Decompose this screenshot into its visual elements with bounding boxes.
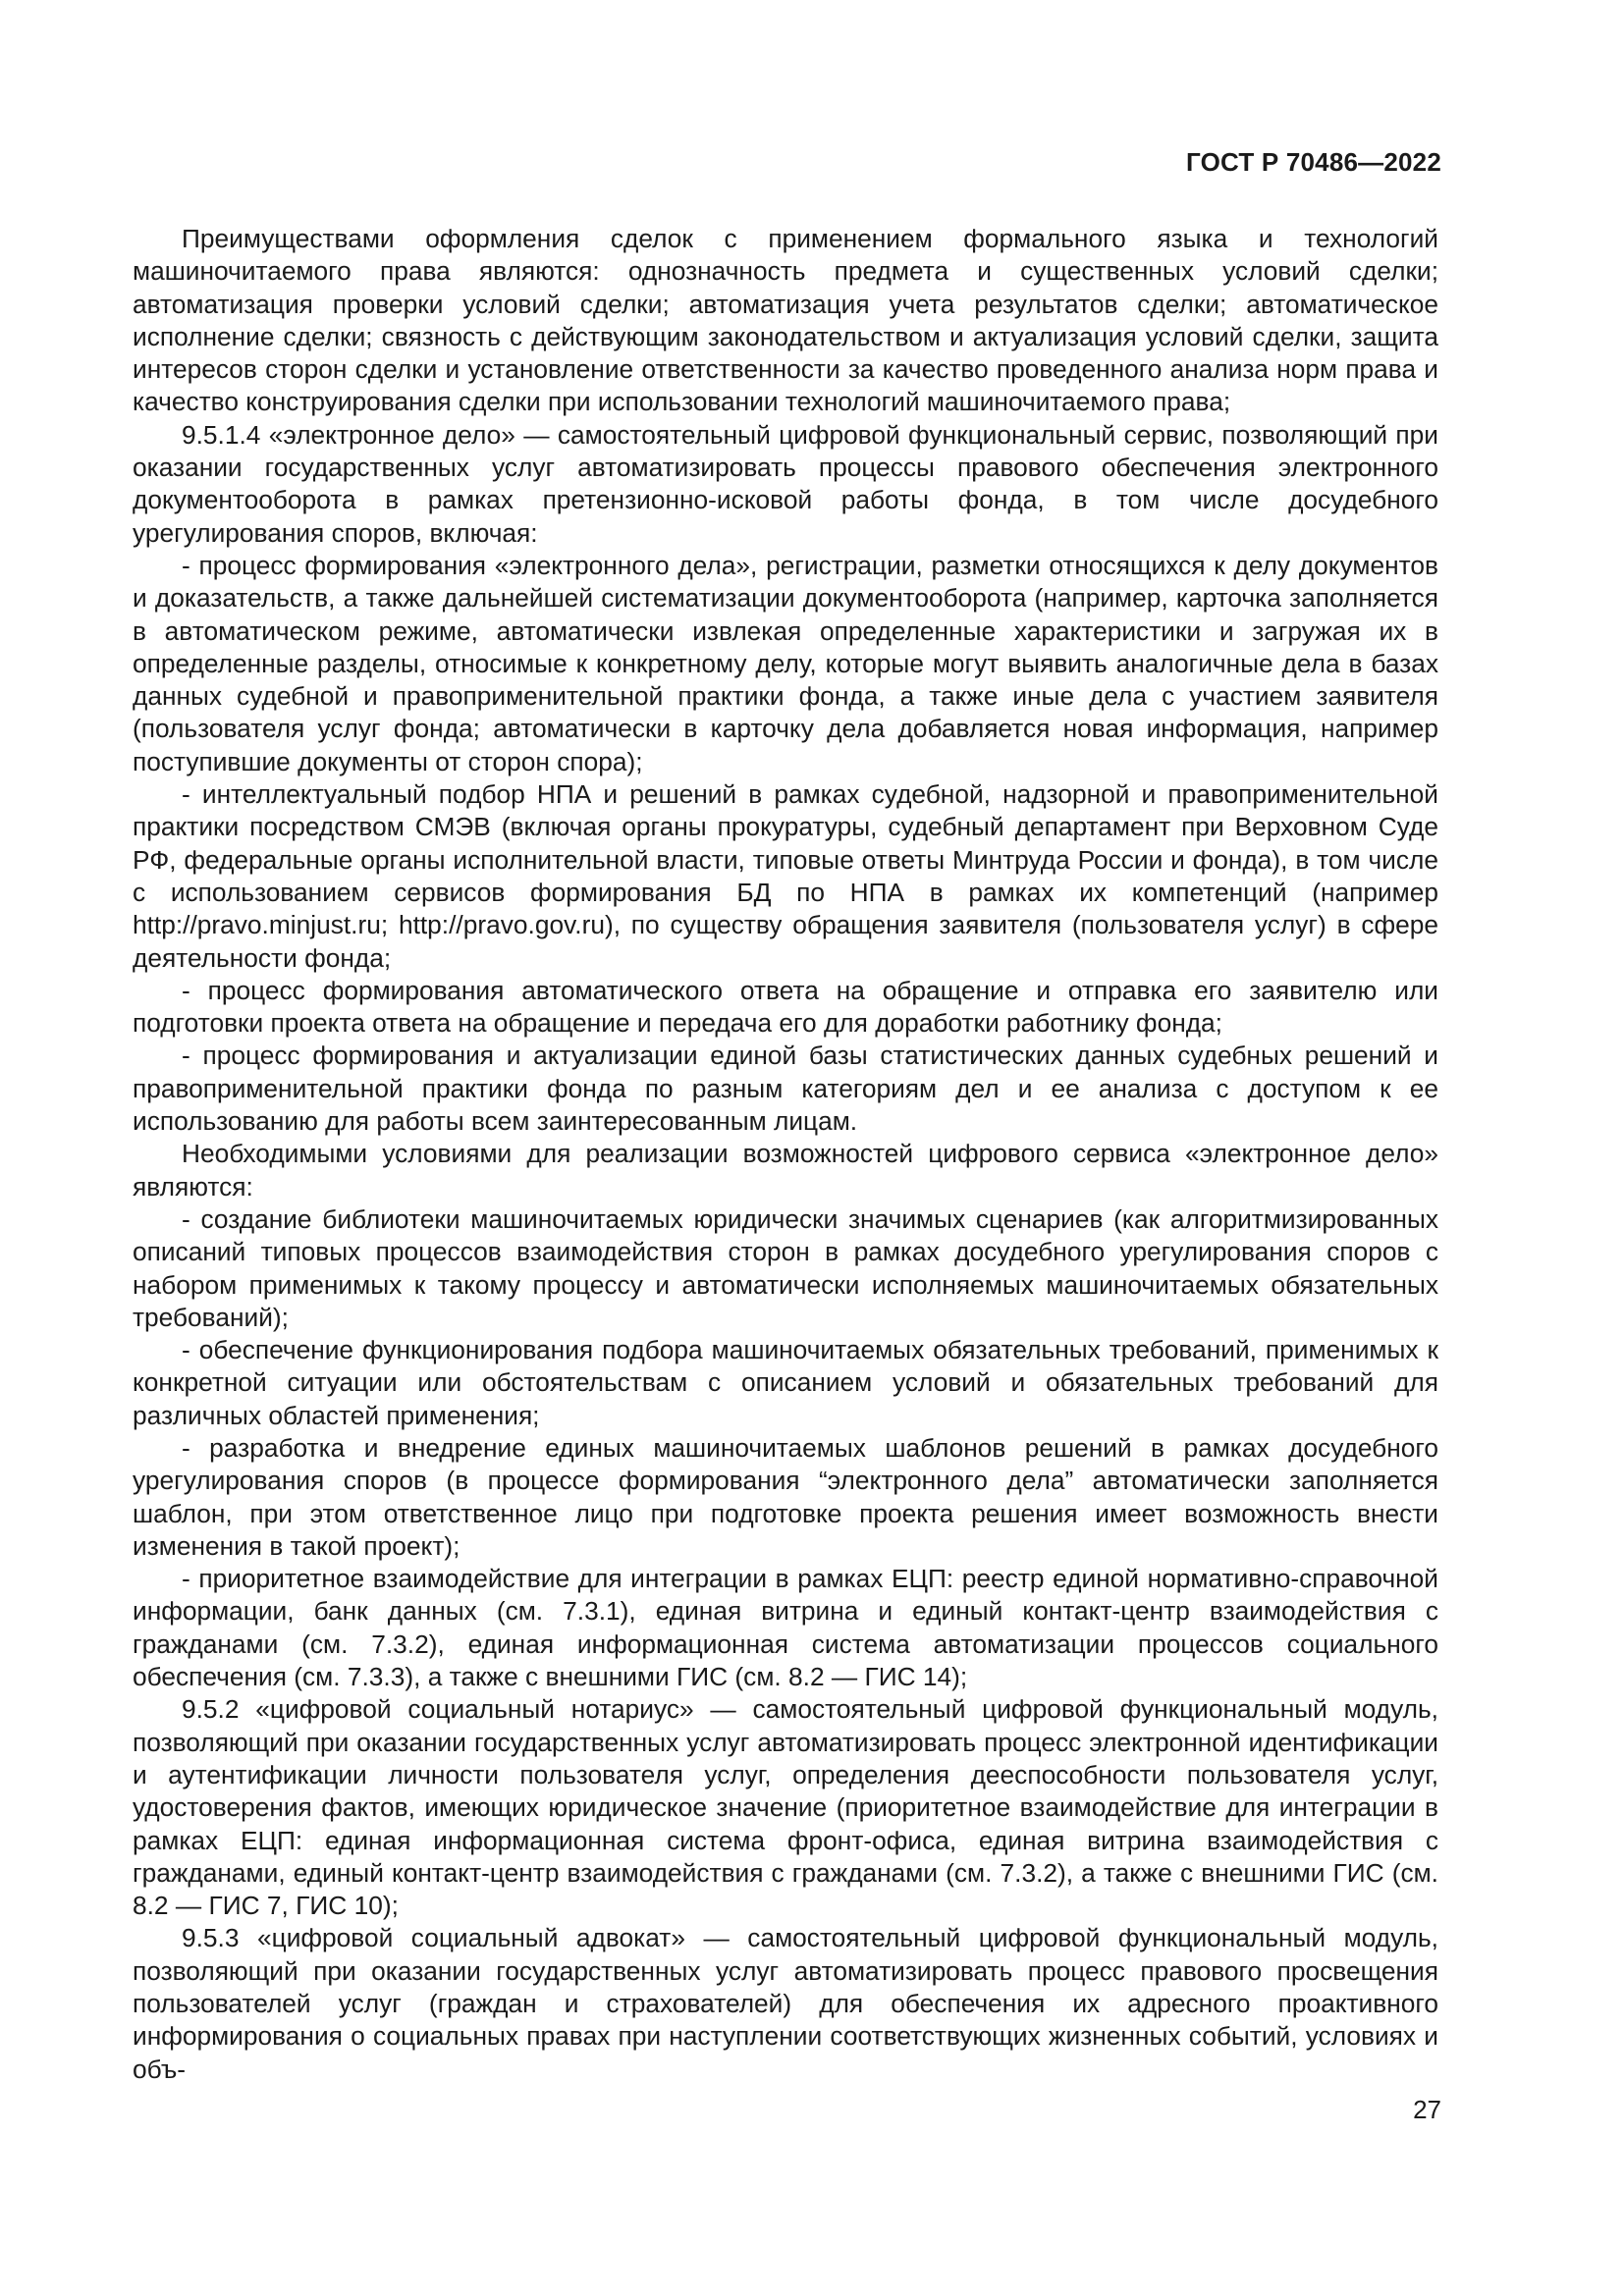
- list-item: - интеллектуальный подбор НПА и решений в рамках судебной, надзорной и правоприменительной практики посредством СМЭВ (включая органы прокуратуры, судебный департамент при Верховном Суде РФ, федеральные органы исполнительной власти, типовые ответы Минтруда России и фонда), в том числе с использованием сервисов формирования БД по НПА в рамках их компетенций (например http://pravo.minjust.ru; http://pravo.gov.ru), по существу обращения заявителя (пользователя услуг) в сфере деятельности фонда;: [133, 779, 1438, 973]
- paragraph: 9.5.1.4 «электронное дело» — самостоятельный цифровой функциональный сервис, позволяющий при оказании государственных услуг автоматизировать процессы правового обеспечения электронного документооборота в рамках претензионно-исковой работы фонда, в том числе досудебного урегулирования споров, включая:: [133, 419, 1438, 548]
- list-item: - обеспечение функционирования подбора машиночитаемых обязательных требований, применимых к конкретной ситуации или обстоятельствам с описанием условий и обязательных требований для различных областей применения;: [133, 1335, 1438, 1430]
- paragraph: 9.5.2 «цифровой социальный нотариус» — самостоятельный цифровой функциональный модуль, позволяющий при оказании государственных услуг автоматизировать процесс электронной идентификации и аутентификации личности пользователя услуг, определения дееспособности пользователя услуг, удостоверения фактов, имеющих юридическое значение (приоритетное взаимодействие для интеграции в рамках ЕЦП: единая информационная система фронт-офиса, единая витрина взаимодействия с гражданами, единый контакт-центр взаимодействия с гражданами (см. 7.3.2), а также с внешними ГИС (см. 8.2 — ГИС 7, ГИС 10);: [133, 1694, 1438, 1921]
- document-body: [133, 223, 1438, 2086]
- list-item: - приоритетное взаимодействие для интеграции в рамках ЕЦП: реестр единой нормативно-справочной информации, банк данных (см. 7.3.1), единая витрина и единый контакт-центр взаимодействия с гражданами (см. 7.3.2), единая информационная система автоматизации процессов социального обеспечения (см. 7.3.3), а также с внешними ГИС (см. 8.2 — ГИС 14);: [133, 1564, 1438, 1692]
- list-item: - процесс формирования и актуализации единой базы статистических данных судебных решений и правоприменительной практики фонда по разным категориям дел и ее анализа с доступом к ее использованию для работы всем заинтересованным лицам.: [133, 1041, 1438, 1137]
- paragraph: 9.5.3 «цифровой социальный адвокат» — самостоятельный цифровой функциональный модуль, позволяющий при оказании государственных услуг автоматизировать процесс правового просвещения пользователей услуг (граждан и страхователей) для обеспечения их адресного проактивного информирования о социальных правах при наступлении соответствующих жизненных событий, условиях и объ-: [133, 1923, 1438, 2084]
- list-item: - разработка и внедрение единых машиночитаемых шаблонов решений в рамках досудебного урегулирования споров (в процессе формирования “электронного дела” автоматически заполняется шаблон, при этом ответственное лицо при подготовке проекта решения имеет возможность внести изменения в такой проект);: [133, 1432, 1438, 1561]
- list-item: - создание библиотеки машиночитаемых юридически значимых сценариев (как алгоритмизированных описаний типовых процессов взаимодействия сторон в рамках досудебного урегулирования споров с набором применимых к такому процессу и автоматически исполняемых машиночитаемых обязательных требований);: [133, 1203, 1438, 1332]
- document-code: ГОСТ Р 70486—2022: [1186, 147, 1441, 177]
- list-item: - процесс формирования «электронного дела», регистрации, разметки относящихся к делу документов и доказательств, а также дальнейшей систематизации документооборота (например, карточка заполняется в автоматическом режиме, автоматически извлекая определенные характеристики и загружая их в определенные разделы, относимые к конкретному делу, которые могут выявить аналогичные дела в базах данных судебной и правоприменительной практики фонда, а также иные дела с участием заявителя (пользователя услуг фонда; автоматически в карточку дела добавляется новая информация, например поступившие документы от сторон спора);: [133, 550, 1438, 776]
- paragraph: Необходимыми условиями для реализации возможностей цифрового сервиса «электронное дело» являются:: [133, 1139, 1438, 1201]
- page-number: 27: [1413, 2095, 1441, 2124]
- paragraph: Преимуществами оформления сделок с применением формального языка и технологий машиночитаемого права являются: однозначность предмета и существенных условий сделки; автоматизация проверки условий сделки; автоматизация учета результатов сделки; автоматическое исполнение сделки; связность с действующим законодательством и актуализация условий сделки, защита интересов сторон сделки и установление ответственности за качество проведенного анализа норм права и качество конструирования сделки при использовании технологий машиночитаемого права;: [133, 224, 1438, 417]
- list-item: - процесс формирования автоматического ответа на обращение и отправка его заявителю или подготовки проекта ответа на обращение и передача его для доработки работнику фонда;: [133, 975, 1438, 1039]
